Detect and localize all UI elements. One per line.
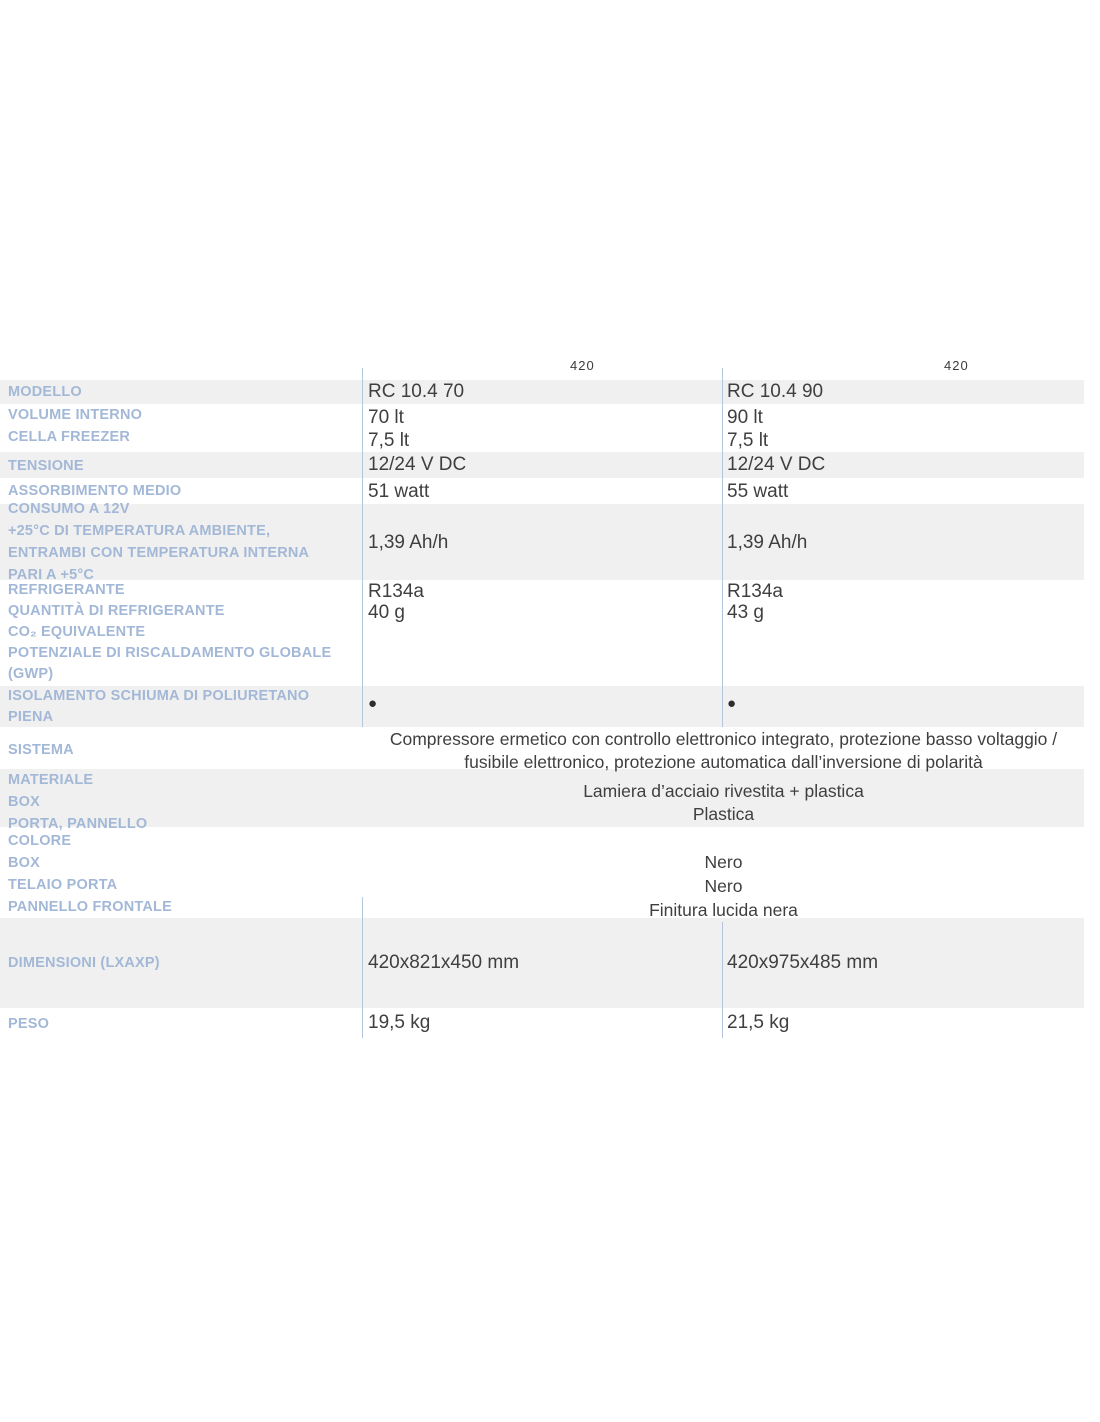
row-label-line: PORTA, PANNELLO [8,816,148,832]
spec-value-assorbimento-1: 51 watt [368,481,430,502]
spec-value-model-2: RC 10.4 90 [727,381,824,402]
spec-value-line: R134a [368,581,424,602]
row-label-line: BOX [8,794,41,810]
row-label-consumo [8,498,309,586]
spec-value-consumo-2: 1,39 Ah/h [727,532,808,553]
spec-value-tensione-1: 12/24 V DC [368,454,467,475]
spec-value-assorbimento-2: 55 watt [727,481,789,502]
spec-value-tensione-2: 12/24 V DC [727,454,826,475]
spec-value-consumo-1: 1,39 Ah/h [368,532,449,553]
spec-value-refrigerante-2 [727,581,783,623]
spec-value-materiale [362,780,1085,826]
row-label-line: CELLA FREEZER [8,429,131,445]
row-label-refrigerante [8,580,331,685]
spec-value-line: Nero [704,876,743,896]
feature-bullet-icon: ● [368,695,378,712]
spec-value-line: Finitura lucida nera [649,900,798,920]
row-label-line: VOLUME INTERNO [8,407,143,423]
row-stripe [0,380,1084,404]
spec-value-line: Compressore ermetico con controllo elettronico integrato, protezione basso voltaggio / [389,729,1058,749]
column-divider [362,368,363,727]
row-label-line: QUANTITÀ DI REFRIGERANTE [8,603,225,619]
row-label-line: +25°C DI TEMPERATURA AMBIENTE, [8,523,271,539]
spec-value-peso-1: 19,5 kg [368,1012,431,1033]
spec-value-line: Lamiera d’acciaio rivestita + plastica [583,781,864,801]
row-label-line: REFRIGERANTE [8,582,125,598]
column-divider [722,922,723,1038]
column-divider [722,368,723,727]
spec-value-dimensioni-1: 420x821x450 mm [368,952,520,973]
row-label-tensione: TENSIONE [8,458,84,474]
row-label-line: POTENZIALE DI RISCALDAMENTO GLOBALE [8,645,332,661]
spec-value-volume-1 [368,406,409,452]
row-label-sistema: SISTEMA [8,742,74,758]
row-label-materiale [8,769,147,835]
spec-value-peso-2: 21,5 kg [727,1012,790,1033]
row-label-modello: MODELLO [8,384,82,400]
row-label-line: BOX [8,855,41,871]
row-label-line: MATERIALE [8,772,94,788]
feature-bullet-icon: ● [727,695,737,712]
row-label-line: TELAIO PORTA [8,877,118,893]
spec-value-line: Nero [704,852,743,872]
row-label-dimensioni: DIMENSIONI (LXAXP) [8,955,160,971]
row-stripe [0,452,1084,478]
spec-value-line: 43 g [727,602,764,623]
row-label-line: COLORE [8,833,72,849]
row-label-line: ENTRAMBI CON TEMPERATURA INTERNA [8,545,310,561]
spec-value-line: 40 g [368,602,405,623]
row-label-line: PANNELLO FRONTALE [8,899,172,915]
cropped-drawing-label: 420 [944,358,969,373]
spec-value-line: 7,5 lt [727,430,769,451]
row-label-line: ISOLAMENTO SCHIUMA DI POLIURETANO [8,688,310,704]
row-label-line: CO₂ EQUIVALENTE [8,624,146,640]
row-label-line: CONSUMO A 12V [8,501,130,517]
row-label-assorbimento: ASSORBIMENTO MEDIO [8,483,182,499]
spec-value-volume-2 [727,406,768,452]
spec-value-line: fusibile elettronico, protezione automatica dall’inversione di polarità [464,752,983,772]
spec-value-line: 7,5 lt [368,430,410,451]
row-label-peso: PESO [8,1016,50,1032]
row-label-line: PIENA [8,709,54,725]
spec-value-line: Plastica [692,804,755,824]
spec-value-refrigerante-1 [368,581,424,623]
row-label-isolamento [8,686,309,728]
row-label-line: PARI A +5°C [8,567,95,583]
row-label-line: (GWP) [8,666,54,682]
spec-value-line: 90 lt [727,407,763,428]
cropped-drawing-label: 420 [570,358,595,373]
spec-value-line: R134a [727,581,783,602]
spec-value-model-1: RC 10.4 70 [368,381,465,402]
spec-value-line: 70 lt [368,407,404,428]
row-stripe [0,918,1084,1008]
spec-value-dimensioni-2: 420x975x485 mm [727,952,879,973]
spec-value-sistema [362,728,1085,774]
row-label-volume [8,404,142,448]
row-label-colore [8,830,172,918]
spec-value-colore [362,850,1085,922]
